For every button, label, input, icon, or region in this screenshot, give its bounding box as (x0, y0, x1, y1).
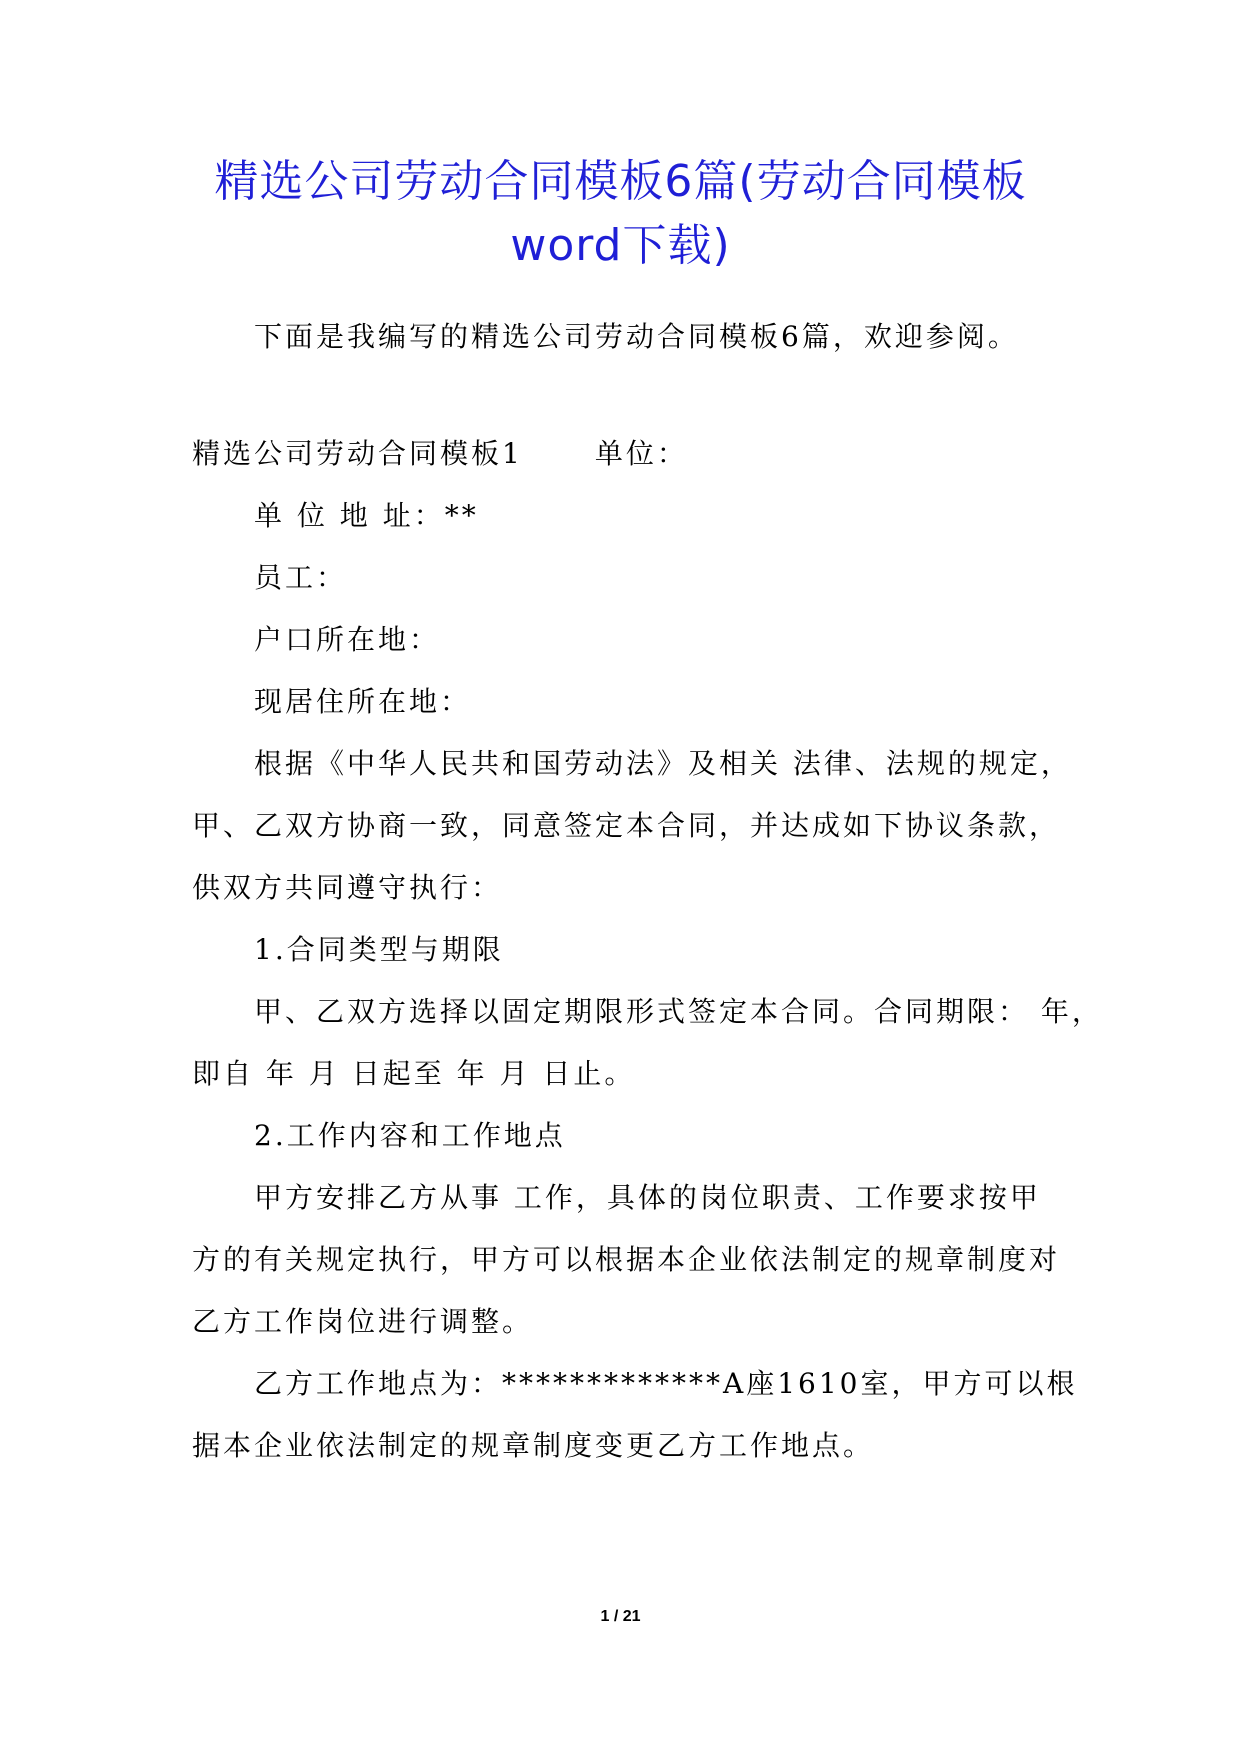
page-number: 1 / 21 (600, 1608, 641, 1625)
section-1-header (192, 422, 1072, 486)
title-line-1: 精选公司劳动合同模板6篇(劳动合同模板 (214, 156, 1027, 207)
current-residence-label: 现居住所在地： (254, 685, 472, 718)
section-1-heading: 精选公司劳动合同模板1 (192, 437, 523, 470)
employee-label: 员工： (254, 561, 348, 594)
clause-2-line-2: 方的有关规定执行，甲方可以根据本企业依法制定的规章制度对 (192, 1243, 1061, 1276)
preamble-line-3: 供双方共同遵守执行： (192, 871, 503, 904)
clause-2-title: 2.工作内容和工作地点 (254, 1119, 566, 1152)
clause-2-line-4: 乙方工作地点为：*************A座1610室，甲方可以根 (254, 1367, 1078, 1400)
preamble-line-2: 甲、乙双方协商一致，同意签定本合同，并达成如下协议条款， (192, 809, 1061, 842)
preamble-line-1: 根据《中华人民共和国劳动法》及相关 法律、法规的规定， (254, 747, 1072, 780)
household-registration-label: 户口所在地： (254, 623, 441, 656)
employer-address: 单 位 地 址：** (254, 499, 479, 532)
clause-1-title: 1.合同类型与期限 (254, 933, 504, 966)
intro-paragraph: 下面是我编写的精选公司劳动合同模板6篇，欢迎参阅。 (254, 320, 1019, 353)
employer-label: 单位： (594, 437, 688, 470)
clause-2-line-1: 甲方安排乙方从事 工作，具体的岗位职责、工作要求按甲 (254, 1181, 1041, 1214)
clause-1-line-2: 即自 年 月 日起至 年 月 日止。 (192, 1057, 636, 1090)
clause-2-line-3: 乙方工作岗位进行调整。 (192, 1305, 534, 1338)
document-title (150, 150, 1091, 278)
clause-1-line-1: 甲、乙双方选择以固定期限形式签定本合同。合同期限： 年， (254, 995, 1103, 1028)
title-line-2: word下载) (510, 220, 731, 271)
clause-2-line-5: 据本企业依法制定的规章制度变更乙方工作地点。 (192, 1429, 875, 1462)
